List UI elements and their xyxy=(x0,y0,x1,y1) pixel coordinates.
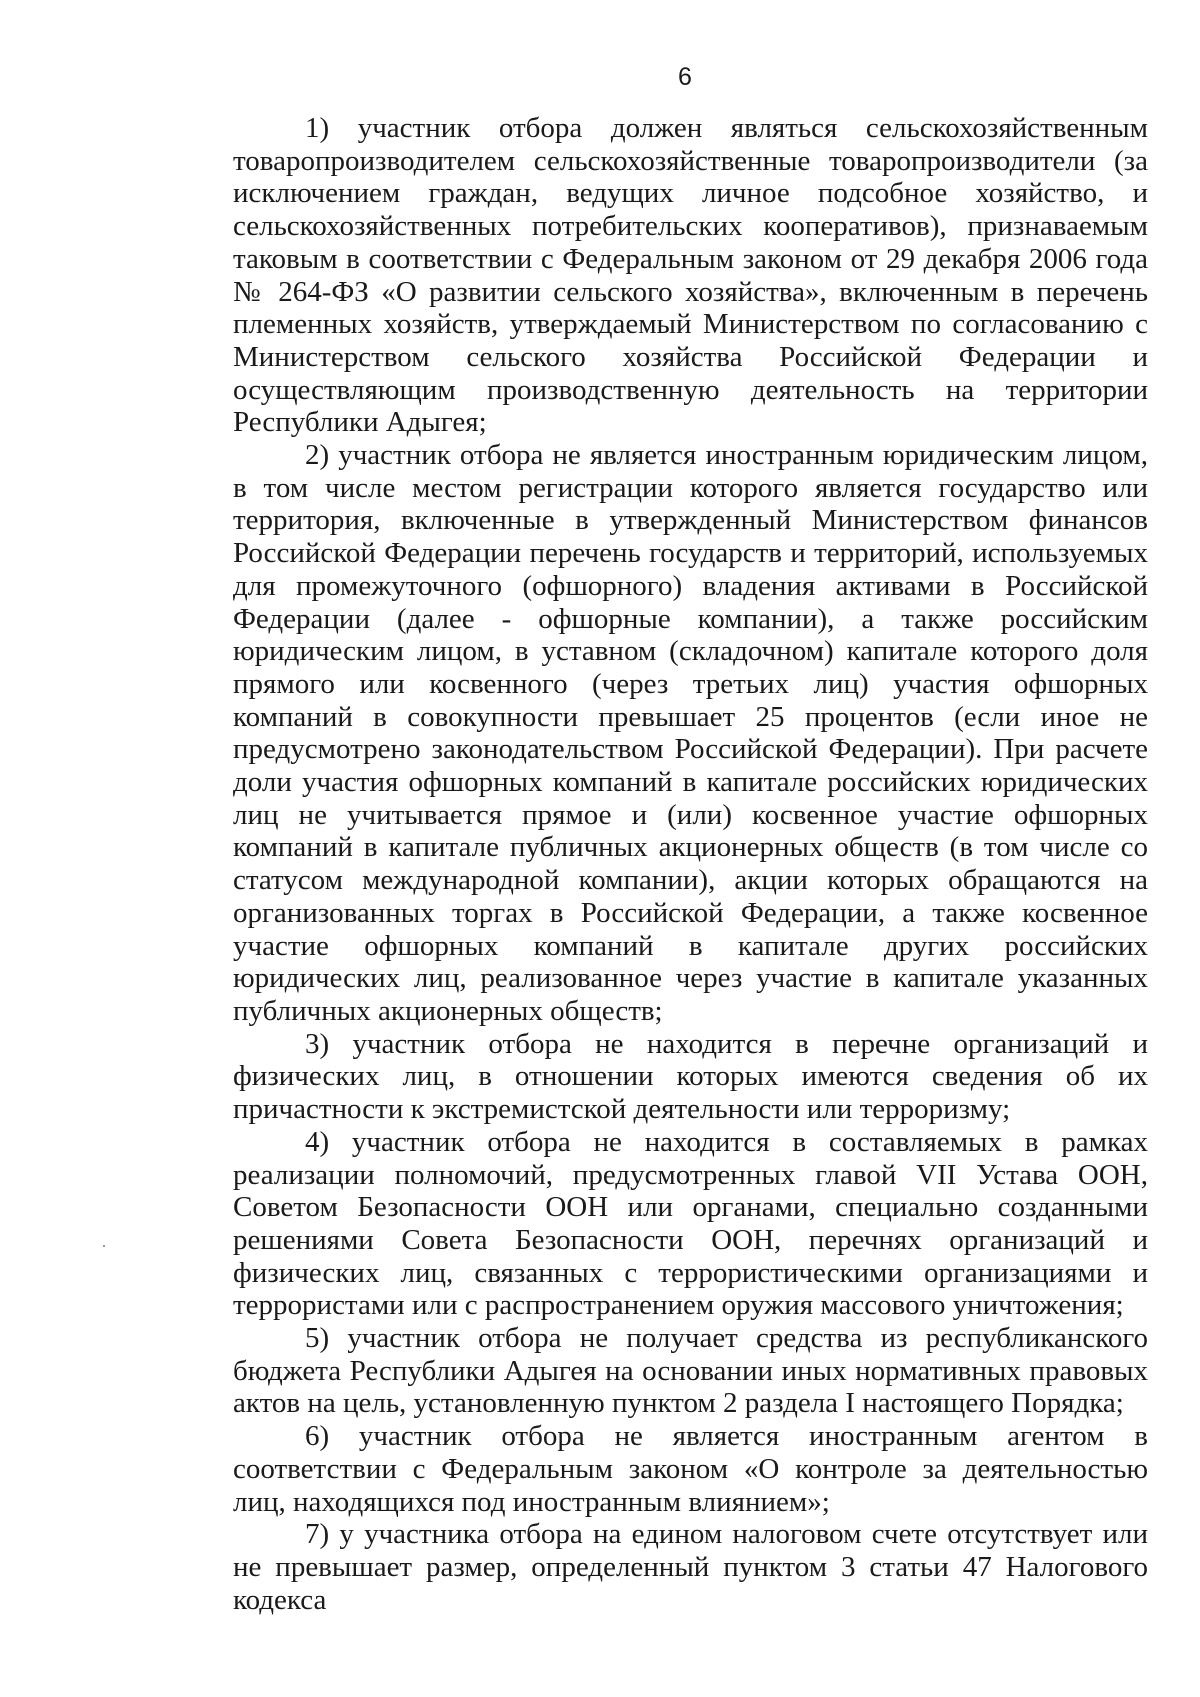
paragraph-item-7: 7) у участника отбора на едином налоговом счете отсутствует или не превышает размер, определенный пунктом 3 статьи 47 Налогового кодекса xyxy=(233,1518,1148,1616)
paragraph-item-6: 6) участник отбора не является иностранным агентом в соответствии с Федеральным законом «О контроле за деятельностью лиц, находящихся под иностранным влиянием»; xyxy=(233,1420,1148,1518)
page-number: 6 xyxy=(678,63,692,91)
paragraph-item-3: 3) участник отбора не находится в перечне организаций и физических лиц, в отношении которых имеются сведения об их причастности к экстремистской деятельности или терроризму; xyxy=(233,1027,1148,1126)
paragraph-item-2: 2) участник отбора не является иностранным юридическим лицом, в том числе местом регистрации которого является государство или территория, включенные в утвержденный Министерством финансов Российской Федерации перечень государств и территорий, используемых для промежуточного (офшорного) владения активами в Российской Федерации (далее - офшорные компании), а также российским юридическим лицом, в уставном (складочном) капитале которого доля прямого или косвенного (через третьих лиц) участия офшорных компаний в совокупности превышает 25 процентов (если иное не предусмотрено законодательством Российской Федерации). При расчете доли участия офшорных компаний в капитале российских юридических лиц не учитывается прямое и (или) косвенное участие офшорных компаний в капитале публичных акционерных обществ (в том числе со статусом международной компании), акции которых обращаются на организованных торгах в Российской Федерации, а также косвенное участие офшорных компаний в капитале других российских юридических лиц, реализованное через участие в капитале указанных публичных акционерных обществ; xyxy=(233,439,1148,1027)
document-body xyxy=(233,112,1148,1616)
paragraph-item-1: 1) участник отбора должен являться сельскохозяйственным товаропроизводителем сельскохозяйственные товаропроизводители (за исключением граждан, ведущих личное подсобное хозяйство, и сельскохозяйственных потребительских кооперативов), признаваемым таковым в соответствии с Федеральным законом от 29 декабря 2006 года № 264-ФЗ «О развитии сельского хозяйства», включенным в перечень племенных хозяйств, утверждаемый Министерством по согласованию с Министерством сельского хозяйства Российской Федерации и осуществляющим производственную деятельность на территории Республики Адыгея; xyxy=(233,112,1148,439)
scan-artifact xyxy=(103,1245,105,1247)
paragraph-item-4: 4) участник отбора не находится в составляемых в рамках реализации полномочий, предусмотренных главой VII Устава ООН, Советом Безопасности ООН или органами, специально созданными решениями Совета Безопасности ООН, перечнях организаций и физических лиц, связанных с террористическими организациями и террористами или с распространением оружия массового уничтожения; xyxy=(233,1125,1148,1322)
paragraph-item-5: 5) участник отбора не получает средства из республиканского бюджета Республики Адыгея на основании иных нормативных правовых актов на цель, установленную пунктом 2 раздела I настоящего Порядка; xyxy=(233,1322,1148,1420)
